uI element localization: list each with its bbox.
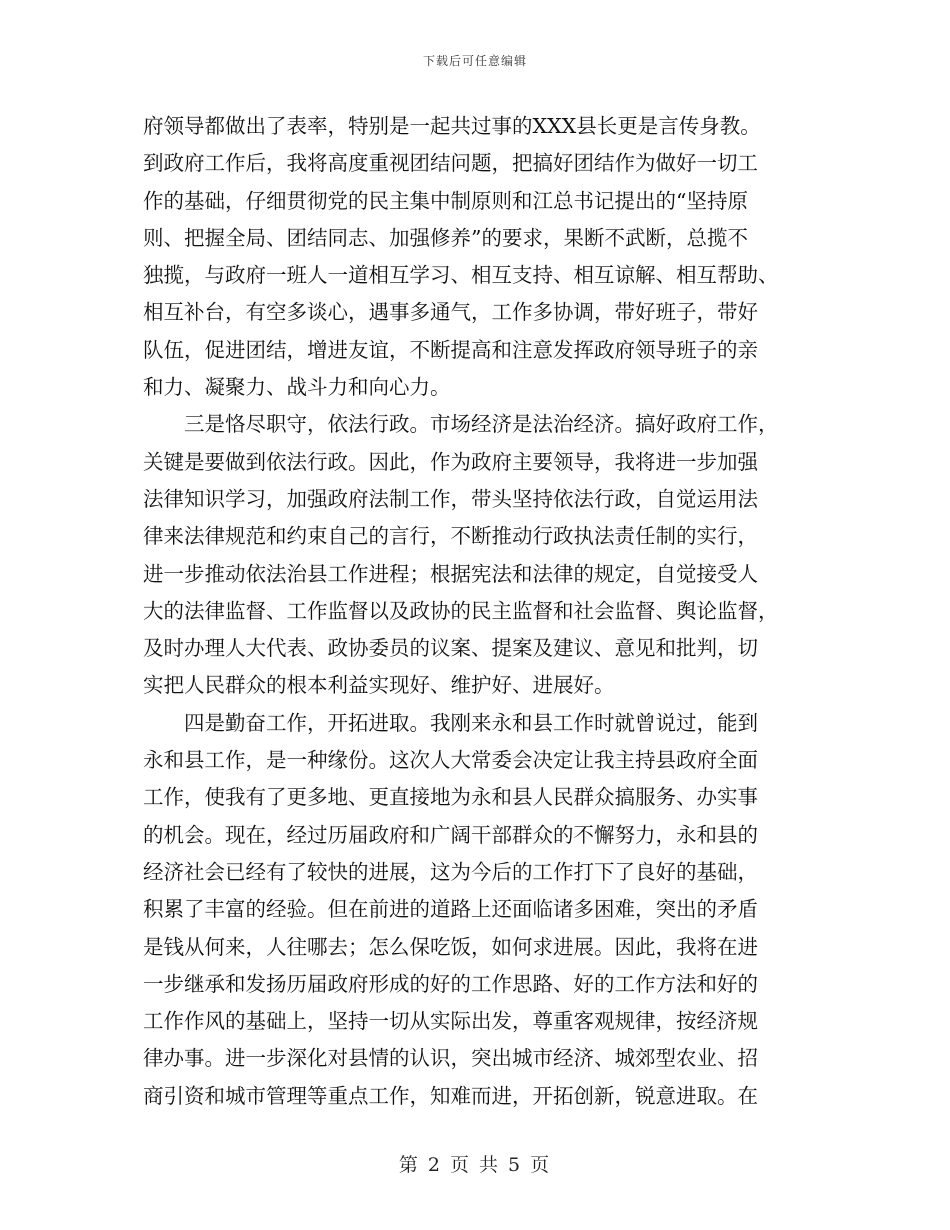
text-line: 关键是要做到依法行政。因此，作为政府主要领导，我将进一步加强 xyxy=(143,449,758,474)
text-line: 商引资和城市管理等重点工作，知难而进，开拓创新，锐意进取。在 xyxy=(143,1083,758,1108)
text-line: 工作作风的基础上，坚持一切从实际出发，尊重客观规律，按经济规 xyxy=(143,1009,758,1034)
text-line: 律办事。进一步深化对县情的认识，突出城市经济、城郊型农业、招 xyxy=(143,1046,758,1071)
document-body xyxy=(143,108,808,1115)
text-line: 三是恪尽职守，依法行政。市场经济是法治经济。搞好政府工作， xyxy=(143,412,779,437)
text-line: 府领导都做出了表率，特别是一起共过事的XXX县长更是言传身教。 xyxy=(143,114,761,138)
text-line: 到政府工作后，我将高度重视团结问题，把搞好团结作为做好一切工 xyxy=(143,151,758,176)
text-line: 大的法律监督、工作监督以及政协的民主监督和社会监督、舆论监督， xyxy=(143,598,779,623)
text-line: 的机会。现在，经过历届政府和广阔干部群众的不懈努力，永和县的 xyxy=(143,822,758,847)
text-line: 一步继承和发扬历届政府形成的好的工作思路、好的工作方法和好的 xyxy=(143,971,758,996)
text-line: 相互补台，有空多谈心，遇事多通气，工作多协调，带好班子，带好 xyxy=(143,300,758,325)
page-header-note: 下载后可任意编辑 xyxy=(422,54,527,68)
text-line: 永和县工作，是一种缘份。这次人大常委会决定让我主持县政府全面 xyxy=(143,748,758,773)
text-line: 积累了丰富的经验。但在前进的道路上还面临诸多困难，突出的矛盾 xyxy=(143,897,758,922)
text-line: 作的基础，仔细贯彻党的民主集中制原则和江总书记提出的“坚持原 xyxy=(143,188,748,213)
text-line: 律来法律规范和约束自己的言行，不断推动行政执法责任制的实行， xyxy=(143,524,758,549)
text-line: 及时办理人大代表、政协委员的议案、提案及建议、意见和批判，切 xyxy=(143,636,758,661)
text-line: 四是勤奋工作，开拓进取。我刚来永和县工作时就曾说过，能到 xyxy=(143,710,758,735)
text-line: 是钱从何来，人往哪去；怎么保吃饭，如何求进展。因此，我将在进 xyxy=(143,934,758,959)
text-line: 经济社会已经有了较快的进展，这为今后的工作打下了良好的基础， xyxy=(143,859,758,884)
text-line: 法律知识学习，加强政府法制工作，带头坚持依法行政，自觉运用法 xyxy=(143,486,758,511)
text-line: 独揽，与政府一班人一道相互学习、相互支持、相互谅解、相互帮助、 xyxy=(143,263,779,288)
text-line: 实把人民群众的根本利益实现好、维护好、进展好。 xyxy=(143,673,615,698)
text-line: 进一步推动依法治县工作进程；根据宪法和法律的规定，自觉接受人 xyxy=(143,561,758,586)
text-line: 和力、凝聚力、战斗力和向心力。 xyxy=(143,375,451,400)
page-number-footer: 第 2 页 共 5 页 xyxy=(398,1154,552,1176)
text-line: 队伍，促进团结，增进友谊，不断提高和注意发挥政府领导班子的亲 xyxy=(143,337,758,362)
text-line: 则、把握全局、团结同志、加强修养”的要求，果断不武断，总揽不 xyxy=(143,225,748,250)
text-line: 工作，使我有了更多地、更直接地为永和县人民群众搞服务、办实事 xyxy=(143,785,758,810)
